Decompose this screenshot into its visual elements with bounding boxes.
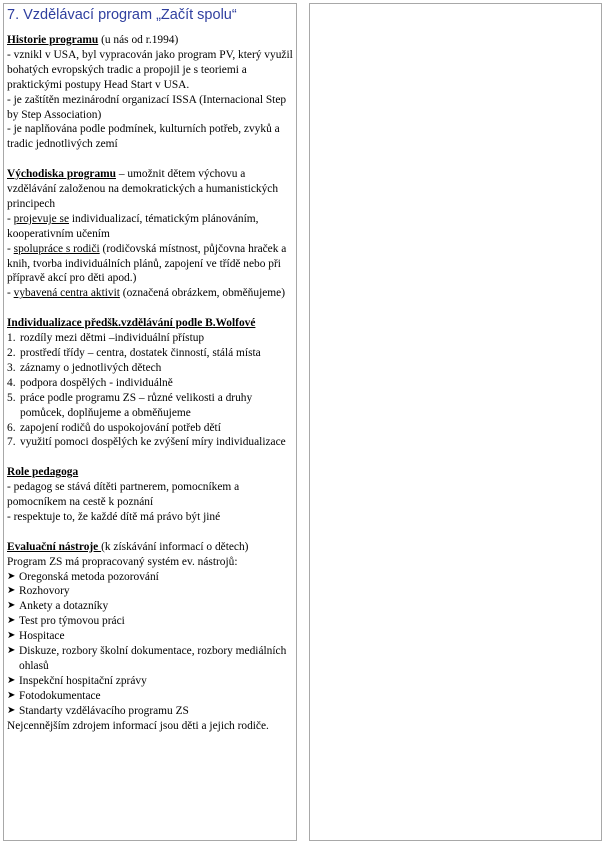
evaluation-heading: Evaluační nástroje: [7, 540, 102, 553]
list-text: podpora dospělých - individuálně: [20, 376, 173, 389]
page-title: 7. Vzdělávací program „Začít spolu“: [7, 7, 237, 23]
list-item: [7, 346, 296, 361]
list-number: 7.: [7, 436, 16, 449]
list-item: [7, 435, 296, 450]
list-number: 2.: [7, 347, 16, 359]
list-number: 1.: [7, 332, 16, 345]
arrow-bullet-icon: ➤: [7, 674, 16, 686]
basis-item: [7, 212, 296, 242]
history-line: - vznikl v USA, byl vypracován jako program PV, který využil bohatých evropských tradic a propojil je s teoriemi a praktickými postupy Head Start v USA.: [7, 48, 293, 91]
basis-item-key: spolupráce s rodiči: [13, 242, 100, 255]
list-item: [7, 570, 296, 585]
list-text: využití pomoci dospělých ke zvýšení míry individualizace: [20, 436, 286, 449]
arrow-bullet-icon: ➤: [7, 689, 16, 701]
arrow-bullet-icon: ➤: [7, 615, 16, 627]
history-heading-suffix: (u nás od r.1994): [98, 34, 179, 46]
evaluation-intro: Program ZS má propracovaný systém ev. nástrojů:: [7, 555, 238, 568]
list-item: [7, 599, 296, 614]
list-text: Hospitace: [19, 630, 65, 643]
role-line: - pedagog se stává dítěti partnerem, pomocníkem a pomocníkem na cestě k poznání: [7, 481, 240, 509]
list-text: Fotodokumentace: [19, 689, 101, 702]
arrow-bullet-icon: ➤: [7, 570, 16, 582]
basis-item: [7, 286, 296, 301]
list-number: 3.: [7, 361, 16, 374]
arrow-bullet-icon: ➤: [7, 704, 16, 716]
individualization-heading: Individualizace předšk.vzdělávání podle B.Wolfové: [7, 317, 256, 330]
list-text: prostředí třídy – centra, dostatek činností, stálá místa: [20, 347, 261, 359]
basis-item-prefix: -: [7, 212, 14, 225]
list-item: [7, 629, 296, 644]
evaluation-tools-list: [7, 570, 296, 719]
evaluation-closing: Nejcennějším zdrojem informací jsou děti a jejich rodiče.: [7, 719, 269, 732]
list-item: [7, 361, 296, 376]
list-text: Standarty vzdělávacího programu ZS: [19, 704, 189, 717]
list-text: Ankety a dotazníky: [19, 600, 109, 613]
list-text: rozdíly mezi dětmi –individuální přístup: [20, 332, 205, 345]
left-text-column: [3, 3, 297, 841]
basis-item-key: projevuje se: [13, 212, 70, 225]
list-text: zapojení rodičů do uspokojování potřeb dětí: [20, 421, 221, 434]
basis-item-prefix: -: [7, 242, 14, 255]
individualization-section: [7, 316, 296, 450]
basis-item-key: vybavená centra aktivit: [13, 287, 120, 300]
list-item: [7, 391, 296, 421]
arrow-bullet-icon: ➤: [7, 585, 16, 597]
history-heading: Historie programu: [7, 34, 99, 46]
history-section: [7, 33, 296, 152]
basis-item-text: (rodičovská místnost, půjčovna hraček a knih, tvorba individuálních plánů, zapojení ve třídě nebo při přípravě akcí pro děti apod.): [7, 242, 287, 285]
list-item: [7, 614, 296, 629]
list-item: [7, 584, 296, 599]
evaluation-heading-suffix: (k získávání informací o dětech): [101, 540, 249, 553]
list-text: Inspekční hospitační zprávy: [19, 674, 147, 687]
list-text: Test pro týmovou práci: [19, 615, 125, 628]
arrow-bullet-icon: ➤: [7, 645, 16, 657]
list-item: [7, 704, 296, 719]
basis-item: [7, 242, 296, 287]
arrow-bullet-icon: ➤: [7, 600, 16, 612]
history-line: - je zaštítěn mezinárodní organizací ISSA (Internacional Step by Step Association): [7, 93, 287, 121]
arrow-bullet-icon: ➤: [7, 630, 16, 642]
basis-heading-suffix: – umožnit dětem výchovu a vzdělávání založenou na demokratických a humanistických principech: [7, 168, 279, 210]
list-item: [7, 674, 296, 689]
list-number: 4.: [7, 376, 16, 389]
individualization-list: [7, 331, 296, 450]
list-text: Rozhovory: [19, 585, 70, 598]
role-section: [7, 465, 296, 525]
list-text: záznamy o jednotlivých dětech: [20, 361, 162, 374]
list-number: 6.: [7, 421, 16, 434]
list-item: [7, 376, 296, 391]
list-item: [7, 421, 296, 436]
basis-item-text: individualizací, tématickým plánováním, kooperativním učením: [7, 212, 259, 240]
basis-heading: Východiska programu: [7, 168, 116, 181]
basis-section: [7, 167, 296, 301]
basis-item-prefix: -: [7, 287, 14, 300]
history-line: - je naplňována podle podmínek, kulturních potřeb, zvyků a tradic jednotlivých zemí: [7, 123, 280, 151]
role-heading: Role pedagoga: [7, 466, 79, 479]
list-text: práce podle programu ZS – různé velikosti a druhy pomůcek, doplňujeme a obměňujeme: [20, 391, 253, 419]
list-item: [7, 644, 296, 674]
role-line: - respektuje to, že každé dítě má právo být jiné: [7, 510, 221, 523]
list-text: Diskuze, rozbory školní dokumentace, rozbory mediálních ohlasů: [19, 645, 287, 672]
list-text: Oregonská metoda pozorování: [19, 570, 159, 583]
list-item: [7, 331, 296, 346]
evaluation-section: [7, 540, 296, 734]
list-number: 5.: [7, 391, 16, 404]
list-item: [7, 689, 296, 704]
right-empty-column: [309, 3, 602, 841]
basis-item-text: (označená obrázkem, obměňujeme): [119, 287, 286, 300]
